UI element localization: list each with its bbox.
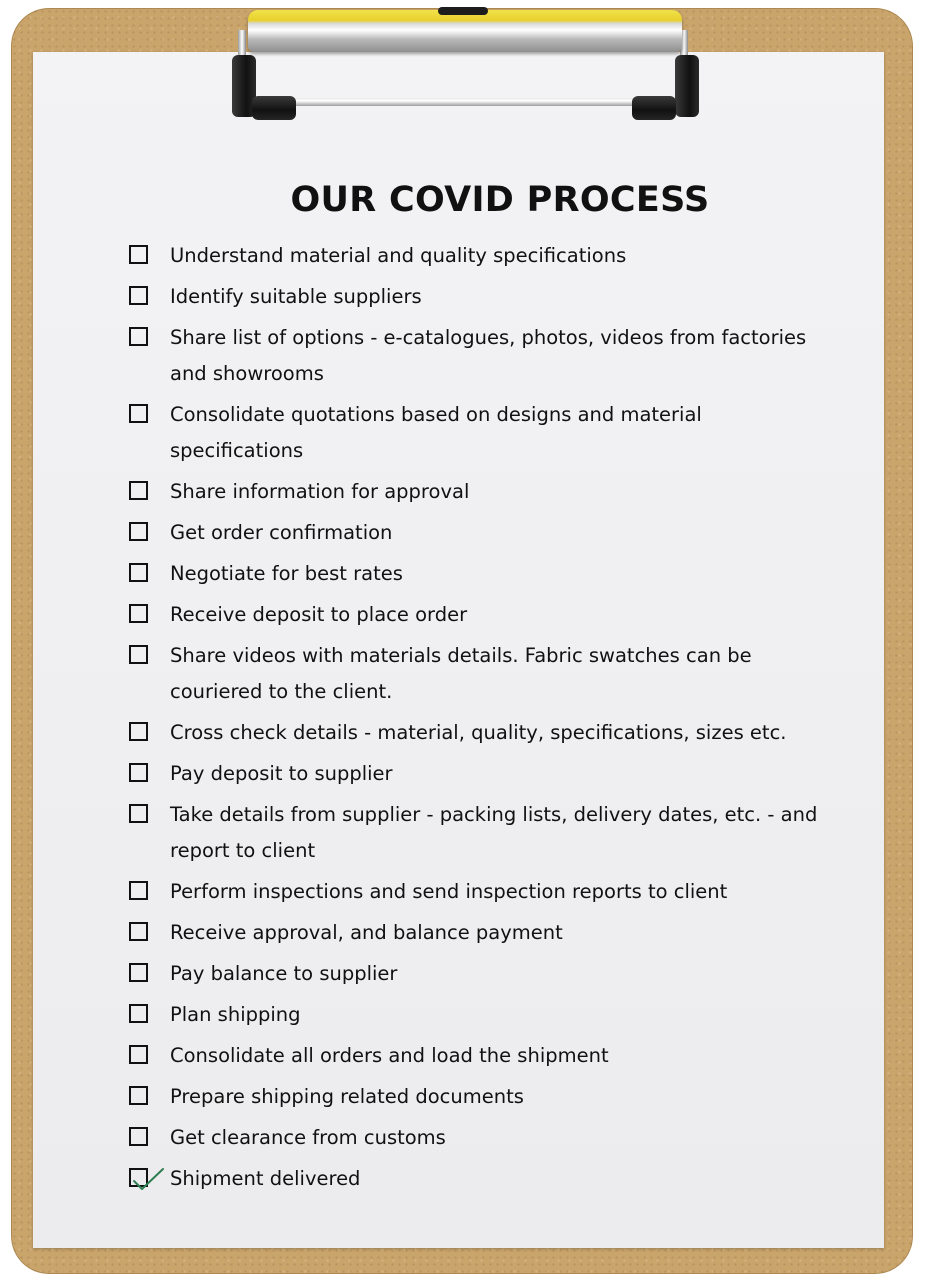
checkbox-icon[interactable] — [129, 327, 148, 346]
checkbox-icon[interactable] — [129, 763, 148, 782]
document-title: OUR COVID PROCESS — [290, 180, 710, 220]
checklist-item — [127, 797, 827, 869]
checkbox-icon[interactable] — [129, 1045, 148, 1064]
checklist-item-label: Prepare shipping related documents — [170, 1085, 524, 1108]
checklist-item — [127, 756, 827, 792]
checklist-item — [127, 515, 827, 551]
checklist-item — [127, 874, 827, 910]
clip-cap-left-horizontal — [252, 96, 296, 120]
checklist-item-label: Pay deposit to supplier — [170, 762, 393, 785]
checkbox-icon[interactable] — [129, 245, 148, 264]
checklist-item-label: Receive approval, and balance payment — [170, 921, 563, 944]
checklist-item — [127, 915, 827, 951]
checklist-item — [127, 638, 827, 710]
checklist-item-label: Negotiate for best rates — [170, 562, 403, 585]
checkbox-icon[interactable] — [129, 645, 148, 664]
checkbox-icon[interactable] — [129, 404, 148, 423]
checklist-item-label: Receive deposit to place order — [170, 603, 468, 626]
checkbox-icon[interactable] — [129, 481, 148, 500]
checklist-item — [127, 1161, 827, 1197]
checkbox-icon[interactable] — [129, 563, 148, 582]
clip-cap-right-horizontal — [632, 96, 676, 120]
checklist-item — [127, 238, 827, 274]
checklist-item-label: Share videos with materials details. Fabric swatches can be couriered to the client. — [170, 644, 752, 703]
checklist-item — [127, 397, 827, 469]
checkbox-icon[interactable] — [129, 1004, 148, 1023]
checklist — [127, 238, 827, 1202]
checklist-item — [127, 1079, 827, 1115]
checkbox-icon[interactable] — [129, 722, 148, 741]
checkbox-icon[interactable] — [129, 1168, 148, 1187]
checkbox-icon[interactable] — [129, 922, 148, 941]
checkbox-icon[interactable] — [129, 604, 148, 623]
checklist-item — [127, 715, 827, 751]
checklist-item-label: Identify suitable suppliers — [170, 285, 422, 308]
checklist-item-label: Share list of options - e-catalogues, photos, videos from factories and showrooms — [170, 326, 807, 385]
checklist-item — [127, 320, 827, 392]
checklist-item-label: Plan shipping — [170, 1003, 301, 1026]
checklist-item — [127, 279, 827, 315]
clip-bar — [248, 10, 682, 52]
checklist-item — [127, 556, 827, 592]
checklist-item — [127, 474, 827, 510]
checklist-item-label: Consolidate quotations based on designs and material specifications — [170, 403, 702, 462]
checklist-item-label: Perform inspections and send inspection reports to client — [170, 880, 728, 903]
checkbox-icon[interactable] — [129, 1086, 148, 1105]
checkbox-icon[interactable] — [129, 804, 148, 823]
checklist-item-label: Get order confirmation — [170, 521, 393, 544]
checklist-item — [127, 597, 827, 633]
checkbox-icon[interactable] — [129, 522, 148, 541]
checkbox-icon[interactable] — [129, 286, 148, 305]
checklist-item-label: Shipment delivered — [170, 1167, 361, 1190]
checklist-item — [127, 997, 827, 1033]
checklist-item-label: Share information for approval — [170, 480, 470, 503]
checklist-item — [127, 1038, 827, 1074]
checkbox-icon[interactable] — [129, 1127, 148, 1146]
checklist-item — [127, 956, 827, 992]
checklist-item-label: Take details from supplier - packing lists, delivery dates, etc. - and report to client — [170, 803, 818, 862]
checklist-item — [127, 1120, 827, 1156]
checkbox-icon[interactable] — [129, 881, 148, 900]
checklist-item-label: Cross check details - material, quality, specifications, sizes etc. — [170, 721, 787, 744]
checkbox-icon[interactable] — [129, 963, 148, 982]
checklist-item-label: Get clearance from customs — [170, 1126, 446, 1149]
clip-wire — [248, 98, 684, 106]
checklist-item-label: Consolidate all orders and load the shipment — [170, 1044, 609, 1067]
checkmark-icon — [130, 1166, 166, 1192]
clip-cap-right-vertical — [675, 55, 699, 117]
checklist-item-label: Pay balance to supplier — [170, 962, 398, 985]
checklist-item-label: Understand material and quality specifications — [170, 244, 627, 267]
